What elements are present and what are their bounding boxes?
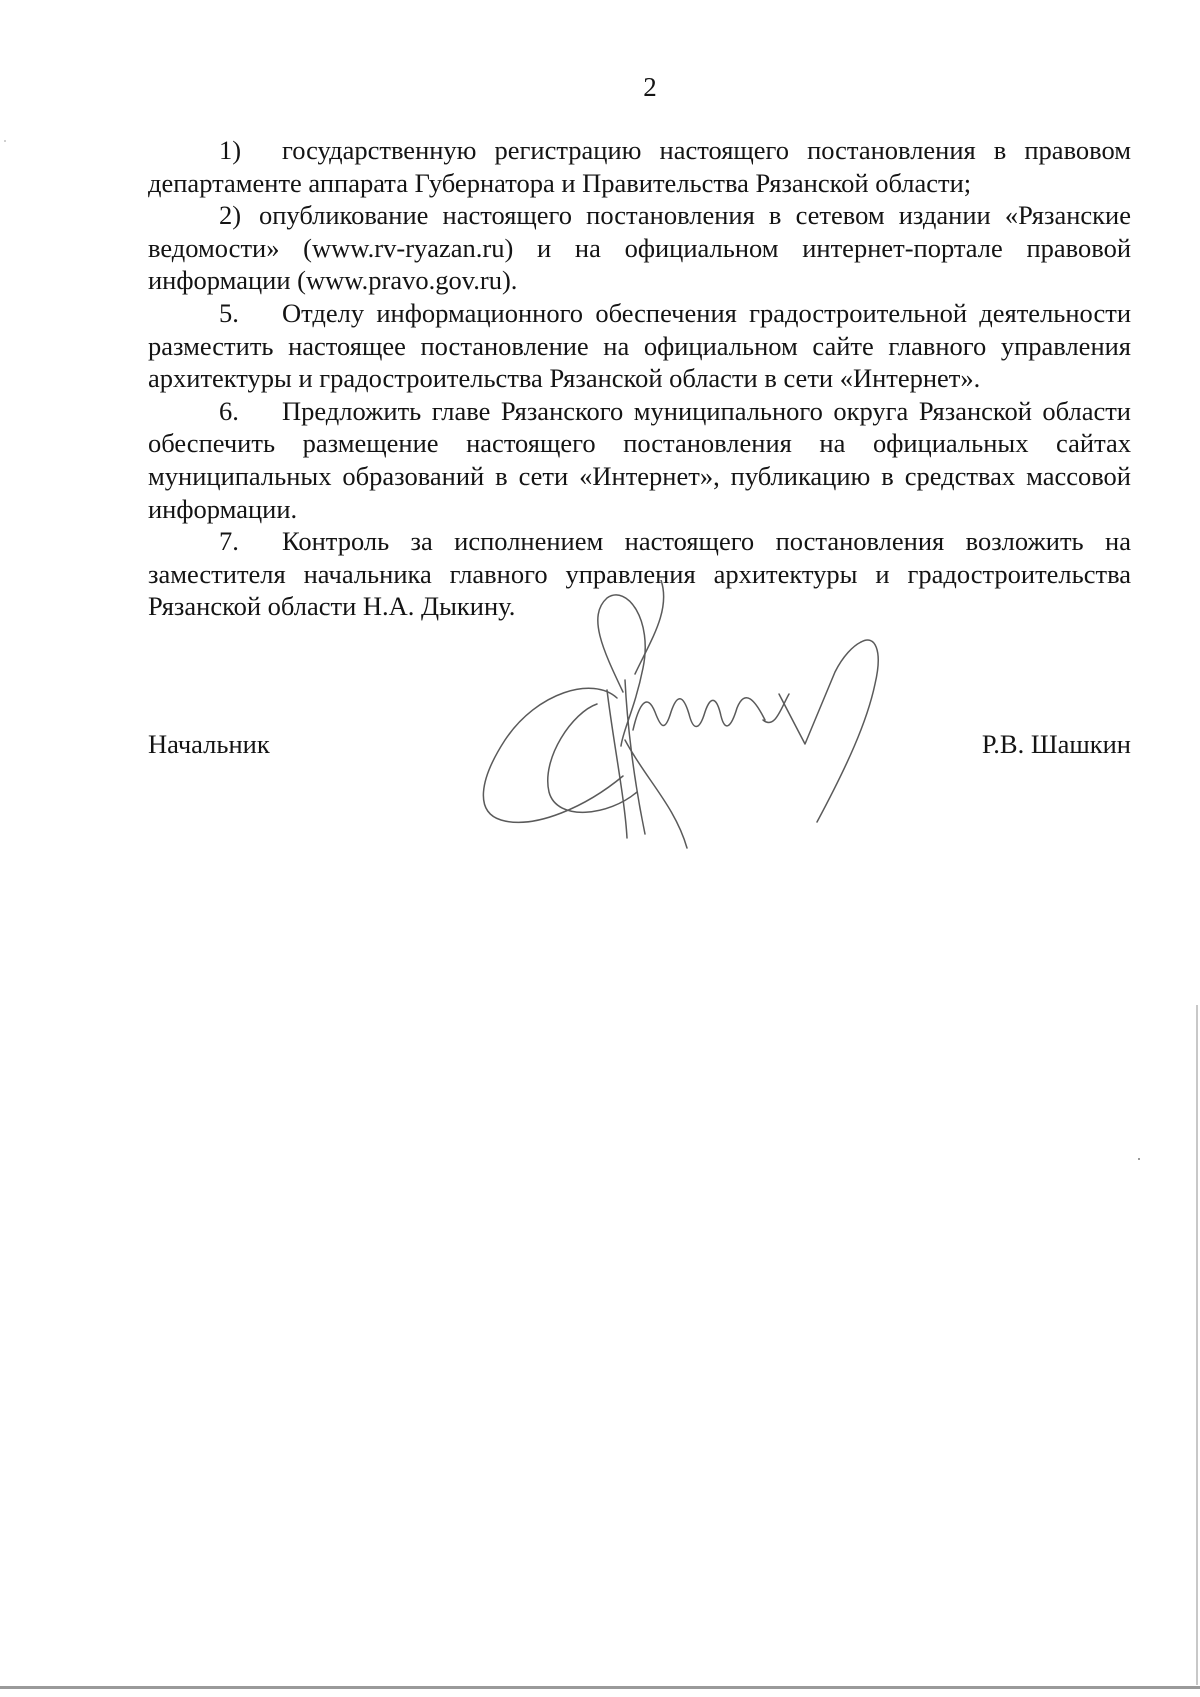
document-body — [148, 134, 1131, 623]
paragraph-5 — [148, 297, 1131, 395]
bottom-scan-rule — [0, 1686, 1200, 1689]
paragraph-6 — [148, 395, 1131, 525]
paragraph-number: 2) — [219, 200, 242, 231]
paragraph-text: государственную регистрацию настоящего постановления в правовом департаменте аппарата Губернатора и Правительства Рязанской области; — [148, 135, 1131, 198]
signatory-name: Р.В. Шашкин — [981, 729, 1131, 759]
paragraph-number: 1) — [219, 135, 242, 165]
paragraph-number: 5. — [219, 297, 239, 328]
paragraph-text: Контроль за исполнением настоящего постановления возложить на заместителя начальника главного управления архитектуры и градостроительства Рязанской области Н.А. Дыкину. — [148, 526, 1131, 622]
signature-icon — [475, 580, 915, 850]
signatory-position: Начальник — [148, 729, 270, 759]
paragraph-number: 6. — [219, 395, 239, 426]
scan-speck — [4, 140, 6, 142]
scan-edge-line — [1196, 1005, 1198, 1685]
page-number: 2 — [643, 72, 657, 102]
paragraph-number: 7. — [219, 526, 239, 557]
paragraph-2 — [148, 199, 1131, 297]
paragraph-1 — [148, 134, 1131, 199]
paragraph-text: опубликование настоящего постановления в сетевом издании «Рязанские ведомости» (www.rv-ryazan.ru) и на официальном интернет-портале правовой информации (www.pravo.gov.ru). — [148, 200, 1131, 296]
paragraph-text: Отделу информационного обеспечения градостроительной деятельности разместить настоящее постановление на официальном сайте главного управления архитектуры и градостроительства Рязанской области в сети «Интернет». — [148, 297, 1131, 394]
paragraph-text: Предложить главе Рязанского муниципального округа Рязанской области обеспечить размещение настоящего постановления на официальных сайтах муниципальных образований в сети «Интернет», публикацию в средствах массовой информации. — [148, 395, 1131, 524]
scan-speck — [1138, 1158, 1140, 1160]
